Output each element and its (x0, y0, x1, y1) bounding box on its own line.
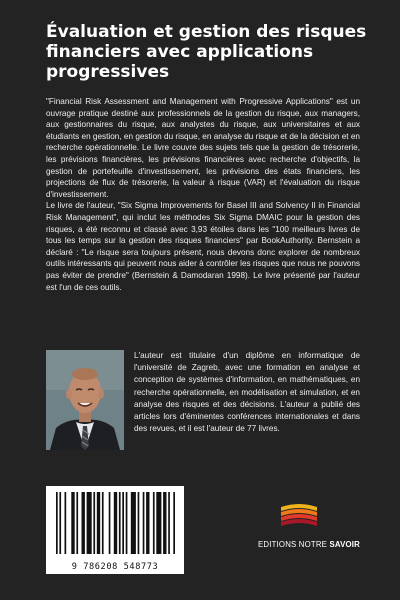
barcode-bar (87, 492, 92, 554)
publisher-name: EDITIONS NOTRE SAVOIR (258, 540, 360, 549)
barcode-bar (114, 492, 117, 554)
barcode-bar (109, 492, 111, 554)
barcode-bar (65, 492, 67, 554)
back-cover-description (46, 96, 360, 293)
isbn-number: 9 786208 548773 (71, 562, 159, 572)
barcode-bar (97, 492, 100, 554)
barcode-bar (153, 492, 155, 554)
description-paragraph: "Financial Risk Assessment and Management with Progressive Applications" est un ouvrage pratique destiné aux professionnels de la gestion du risque, aux managers, aux gestionnaires du risque, aux analystes du risque, aux universitaires et aux étudiants en gestion, en gestion du risque, en analyse du risque et de la décision et en recherche opérationnelle. Le livre couvre des sujets tels que la gestion de trésorerie, les prévisions financières, les prévisions financières avec recherche d'objectifs, la gestion de portefeuille d'investissement, les prévisions des états financiers, les projections de flux de trésorerie, la valeur à risque (VAR) et l'évaluation du risque d'investissement. (46, 97, 360, 199)
publisher-logo (258, 497, 360, 549)
barcode-bar (146, 492, 149, 554)
barcode-bar (143, 492, 145, 554)
barcode-bar (138, 492, 140, 554)
barcode-bars (46, 486, 184, 558)
barcode-bar (102, 492, 104, 554)
barcode-bar (163, 492, 166, 554)
barcode-bar (56, 492, 58, 554)
barcode-bar (59, 492, 61, 554)
barcode-bar (168, 492, 170, 554)
barcode-bar (122, 492, 124, 554)
barcode-bar (119, 492, 121, 554)
barcode-bar (156, 492, 161, 554)
barcode-bar (71, 492, 74, 554)
books-stack-icon (277, 497, 321, 531)
barcode-bar (131, 492, 136, 554)
barcode-bar (126, 492, 128, 554)
author-photo (46, 350, 124, 450)
author-bio: L'auteur est titulaire d'un diplôme en informatique de l'université de Zagreb, avec une formation en analyse et conception de systèmes d'information, en mathématiques, en recherche opérationnelle, en modélisation et simulation, et en analyse des risques et des décisions. L'auteur a publié des articles lors d'éminentes conférences internationales et dans des revues, et il est l'auteur de 77 livres. (134, 351, 360, 434)
description-paragraph: Le livre de l'auteur, "Six Sigma Improvements for Basel III and Solvency II in Financial Risk Management", qui inclut les méthodes Six Sigma DMAIC pour la gestion des risques, a été reconnu et classé avec 3,93 étoiles dans les "100 meilleurs livres de tous les temps sur la gestion des risques financiers" par BookAuthority. Bernstein a déclaré : "Le risque sera toujours présent, nous devons donc explorer de nombreux outils intéressants qui peuvent nous aider à contrôler les risques que nous ne pouvons pas éviter de prendre" (Bernstein & Damodaran 1998). Le livre présenté par l'auteur est l'un de ces outils. (46, 201, 360, 292)
barcode (46, 486, 184, 574)
barcode-bar (93, 492, 95, 554)
barcode-bar (173, 492, 175, 554)
book-title: Évaluation et gestion des risques financiers avec applications progressives (46, 22, 367, 82)
barcode-bar (82, 492, 85, 554)
barcode-bar (76, 492, 78, 554)
author-portrait-image (46, 350, 124, 450)
